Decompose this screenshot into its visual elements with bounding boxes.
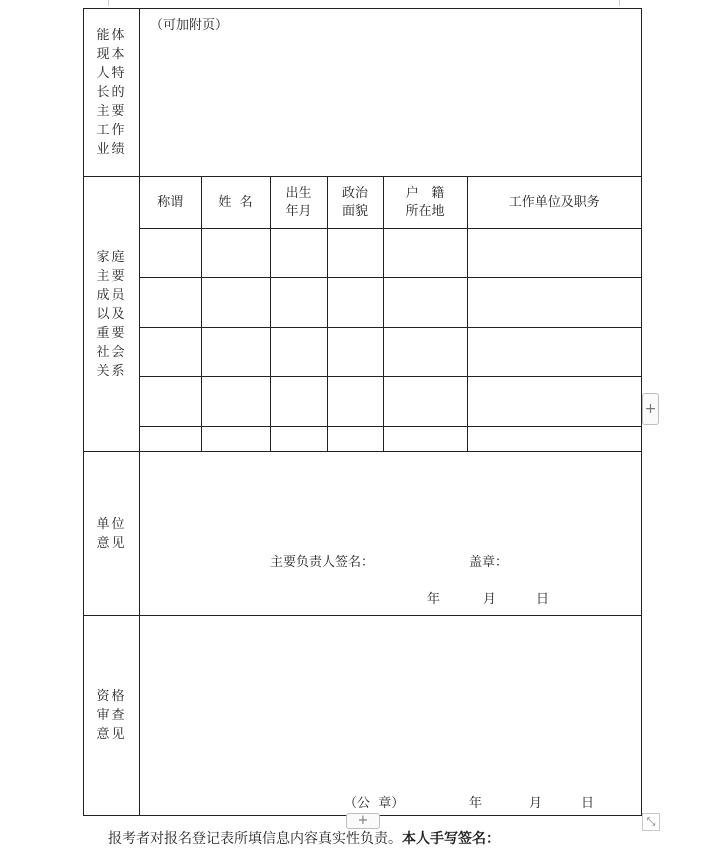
achievements-content-cell[interactable]	[140, 9, 642, 177]
unit-opinion-row	[84, 452, 642, 616]
family-table-cell	[140, 177, 642, 452]
unit-opinion-content-cell[interactable]	[140, 452, 642, 616]
unit-month: 月	[483, 592, 497, 607]
unit-opinion-label-cell	[84, 452, 140, 616]
qualification-day: 日	[581, 796, 595, 811]
qualification-content-cell[interactable]	[140, 616, 642, 816]
header-household-registration: 户 籍所在地	[383, 177, 467, 229]
header-birth: 出生年月	[270, 177, 327, 229]
qualification-year: 年	[469, 796, 483, 811]
official-seal-label: （公 章）	[344, 796, 405, 811]
family-header-row	[140, 177, 641, 229]
header-employer-position: 工作单位及职务	[467, 177, 641, 229]
family-member-row	[140, 327, 641, 376]
signature-label: 本人手写签名：	[402, 831, 500, 847]
add-column-button[interactable]: +	[642, 393, 659, 425]
family-member-row	[140, 229, 641, 278]
family-member-row	[140, 377, 641, 426]
family-member-row	[140, 278, 641, 327]
qualification-row	[84, 616, 642, 816]
registration-form-table	[83, 8, 642, 816]
qualification-month: 月	[529, 796, 543, 811]
qualification-label: 资格审查意见	[96, 689, 127, 742]
header-name: 姓 名	[201, 177, 270, 229]
family-members-table	[140, 177, 641, 451]
unit-seal-label: 盖章：	[469, 555, 509, 570]
unit-signature-label: 主要负责人签名：	[270, 555, 375, 570]
unit-opinion-label: 单位意见	[96, 516, 127, 551]
achievements-label-cell	[84, 9, 140, 177]
achievements-row	[84, 9, 642, 177]
unit-year: 年	[427, 592, 441, 607]
achievements-label: 能体现本人特长的主要工作业绩	[96, 28, 127, 157]
family-label: 家庭主要成员以及重要社会关系	[96, 249, 127, 379]
header-political-status: 政治面貌	[327, 177, 383, 229]
add-row-button[interactable]: +	[346, 813, 380, 829]
page-top-edge	[108, 0, 620, 6]
attach-note: （可加附页）	[150, 18, 229, 33]
header-title: 称谓	[140, 177, 201, 229]
footer-statement	[108, 828, 500, 848]
family-row	[84, 177, 642, 452]
statement-text: 报考者对报名登记表所填信息内容真实性负责。	[108, 831, 402, 847]
family-member-row	[140, 426, 641, 451]
unit-day: 日	[536, 592, 550, 607]
qualification-label-cell	[84, 616, 140, 816]
family-label-cell	[84, 177, 140, 452]
table-resize-handle[interactable]: ⤡	[642, 813, 660, 831]
